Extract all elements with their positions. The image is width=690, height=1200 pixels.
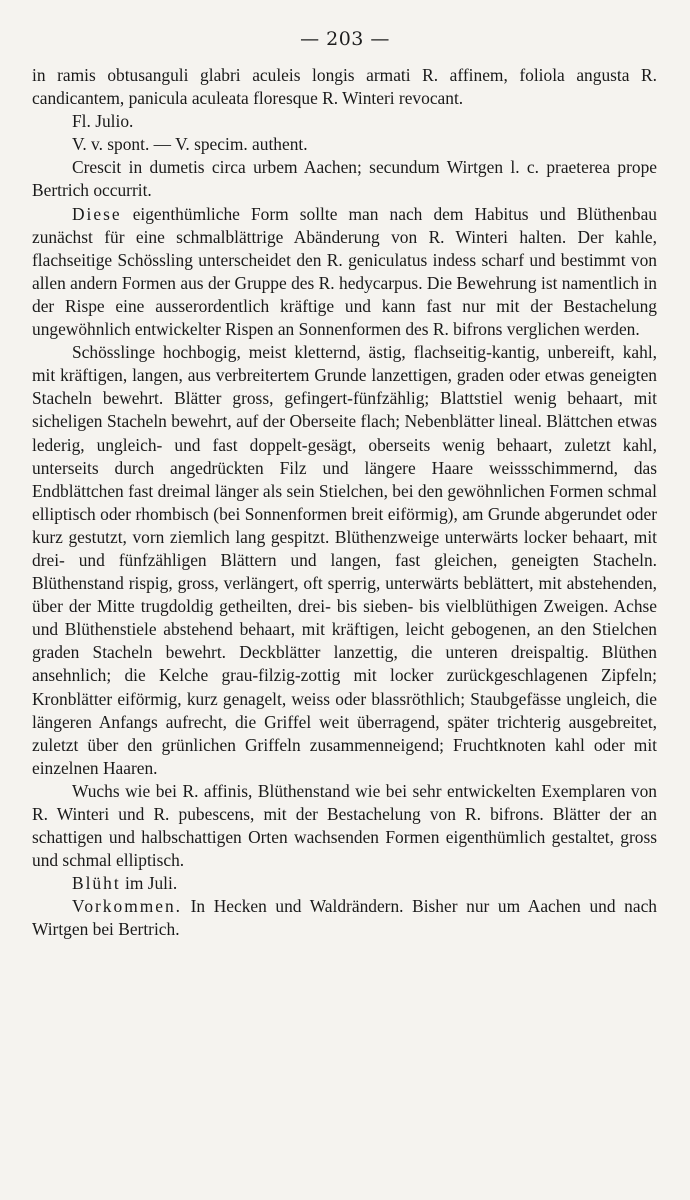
german-intro-rest: eigenthümliche Form sollte man nach dem Habitus und Blüthenbau zunächst für eine schmalblättrige Abänderung von R. Winteri halten. Der kahle, flachseitige Schössling unterscheidet den R. geniculatus indess scharf und bestimmt von allen andern Formen aus der Gruppe des R. hedycarpus. Die Bewehrung ist namentlich in der Rispe eine ausserordentlich kräftige und kann fast nur mit der Bestachelung ungewöhnlich entwickelter Rispen an Sonnenformen des R. bifrons verglichen werden. [32,203,657,340]
german-intro [32,203,657,342]
german-growth: Wuchs wie bei R. affinis, Blüthenstand wie bei sehr entwickelten Exemplaren von R. Winteri und R. pubescens, mit der Bestachelung von R. bifrons. Blätter der an schattigen und halbschattigen Orten wachsenden Formen eigenthümlich gestaltet, gross und schmal elliptisch. [32,780,657,871]
german-description: Schösslinge hochbogig, meist kletternd, ästig, flachseitig-kantig, unbereift, kahl, mit kräftigen, langen, aus verbreitertem Grunde lanzettigen, graden oder etwas geneigten Stacheln bewehrt. Blätter gross, gefingert-fünfzählig; Blattstiel wenig behaart, mit sicheligen Stacheln bewehrt, auf der Oberseite flach; Nebenblätter lineal. Blättchen etwas lederig, ungleich- und fast doppelt-gesägt, oberseits wenig behaart, zuletzt kahl, unterseits durch angedrückten Filz und längere Haare weissschimmernd, das Endblättchen fast dreimal länger als sein Stielchen, bei den gewöhnlichen Formen schmal elliptisch oder rhombisch (bei Sonnenformen breit eiförmig), am Grunde abgerundet oder kurz gestutzt, vorn ziemlich lang gespitzt. Blüthenzweige unterwärts locker behaart, mit drei- und fünfzähligen Blättern und langen, fast gleichen, geneigten Stacheln. Blüthenstand rispig, gross, verlängert, oft sperrig, unterwärts beblättert, mit abstehenden, über der Mitte trugdoldig getheilten, drei- bis sieben- bis vielblüthigen Zweigen. Achse und Blüthenstiele abstehend behaart, mit kräftigen, leicht gebogenen, an den Stielchen graden Stacheln bewehrt. Deckblätter lanzettig, die unteren dreispaltig. Blüthen ansehnlich; die Kelche grau-filzig-zottig mit locker zurückgeschlagenen Zipfeln; Kronblätter eiförmig, kurz genagelt, weiss oder blassröthlich; Staubgefässe ungleich, die längeren Anfangs aufrecht, die Griffel weit überragend, später trichterig ausgebreitet, zuletzt über den grünlichen Griffeln zusammenneigend; Fruchtknoten kahl oder mit einzelnen Haaren. [32,342,657,778]
german-intro-lead: Diese [72,203,122,224]
bloom-rest: im Juli. [120,873,178,894]
page-body [32,64,657,942]
occurrence [32,895,657,941]
latin-habitat: Crescit in dumetis circa urbem Aachen; secundum Wirtgen l. c. praeterea prope Bertrich occurrit. [32,157,657,201]
page-number: — 203 — [300,28,390,50]
latin-seen: V. v. spont. — V. specim. authent. [72,134,308,155]
bloom-time [32,872,657,895]
latin-continuation: in ramis obtusanguli glabri aculeis longis armati R. affinem, foliola angusta R. candicantem, panicula aculeata floresque R. Winteri revocant. [32,65,657,109]
occurrence-rest: In Hecken und Waldrändern. Bisher nur um Aachen und nach Wirtgen bei Bertrich. [32,896,657,940]
latin-flowering: Fl. Julio. [72,111,134,132]
bloom-label: Blüht [72,873,121,894]
occurrence-label: Vorkommen. [72,896,183,917]
